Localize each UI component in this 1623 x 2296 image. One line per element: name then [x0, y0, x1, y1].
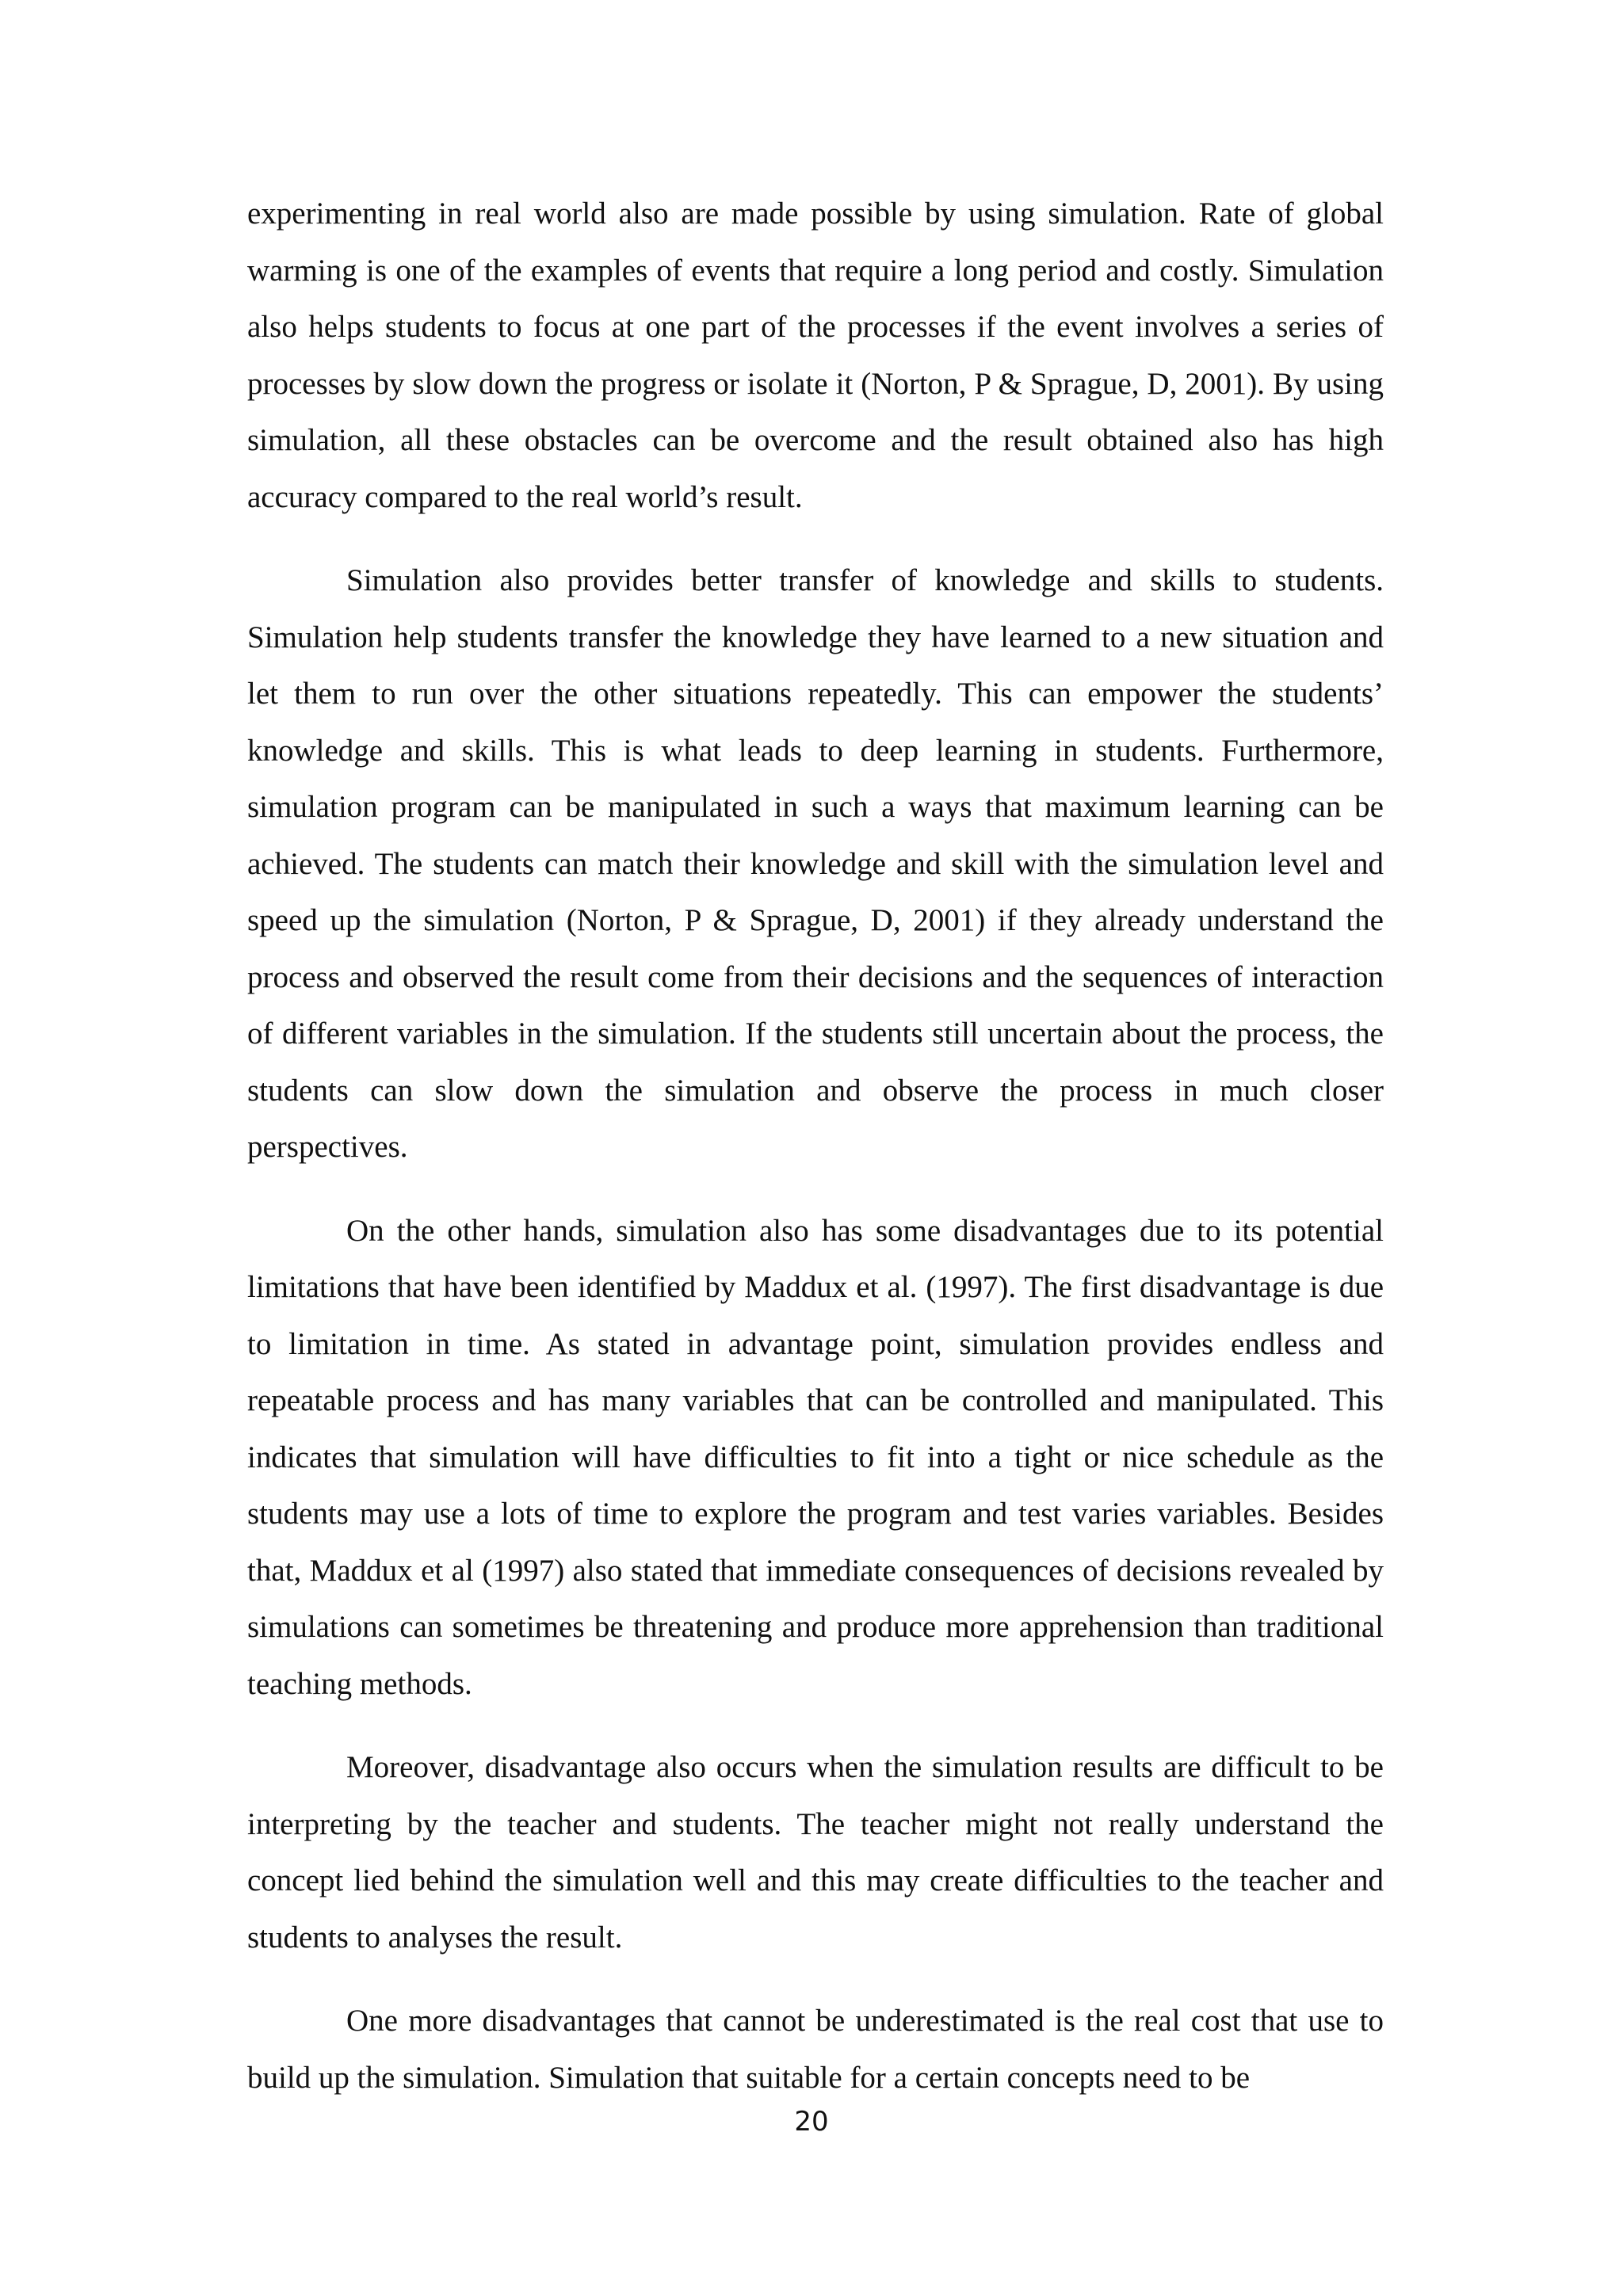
paragraph-disadvantages-time: On the other hands, simulation also has some disadvantages due to its potential limitations that have been identified by Maddux et al. (1997). The first disadvantage is due to limitation in time. As stated in advantage point, simulation provides endless and repeatable process and has many variables that can be controlled and manipulated. This indicates that simulation will have difficulties to fit into a tight or nice schedule as the students may use a lots of time to explore the program and test varies variables. Besides that, Maddux et al (1997) also stated that immediate consequences of decisions revealed by simulations can sometimes be threatening and produce more apprehension than traditional teaching methods. [247, 1213, 1384, 1701]
paragraph-continued: experimenting in real world also are made possible by using simulation. Rate of global warming is one of the examples of events that require a long period and costly. Simulation also helps students to focus at one part of the processes if the event involves a series of processes by slow down the progress or isolate it (Norton, P & Sprague, D, 2001). By using simulation, all these obstacles can be overcome and the result obtained also has high accuracy compared to the real world’s result. [247, 196, 1384, 514]
paragraph-knowledge-transfer: Simulation also provides better transfer of knowledge and skills to students. Simulation help students transfer the knowledge they have learned to a new situation and let them to run over the other situations repeatedly. This can empower the students’ knowledge and skills. This is what leads to deep learning in students. Furthermore, simulation program can be manipulated in such a ways that maximum learning can be achieved. The students can match their knowledge and skill with the simulation level and speed up the simulation (Norton, P & Sprague, D, 2001) if they already understand the process and observed the result come from their decisions and the sequences of interaction of different variables in the simulation. If the students still uncertain about the process, the students can slow down the simulation and observe the process in much closer perspectives. [247, 563, 1384, 1164]
body-text [247, 185, 1384, 2133]
paragraph-disadvantages-interpretation: Moreover, disadvantage also occurs when the simulation results are difficult to be interpreting by the teacher and students. The teacher might not really understand the concept lied behind the simulation well and this may create difficulties to the teacher and students to analyses the result. [247, 1750, 1384, 1955]
paragraph-disadvantages-cost: One more disadvantages that cannot be underestimated is the real cost that use to build up the simulation. Simulation that suitable for a certain concepts need to be [247, 2004, 1384, 2095]
page-number: 20 [794, 2106, 829, 2138]
